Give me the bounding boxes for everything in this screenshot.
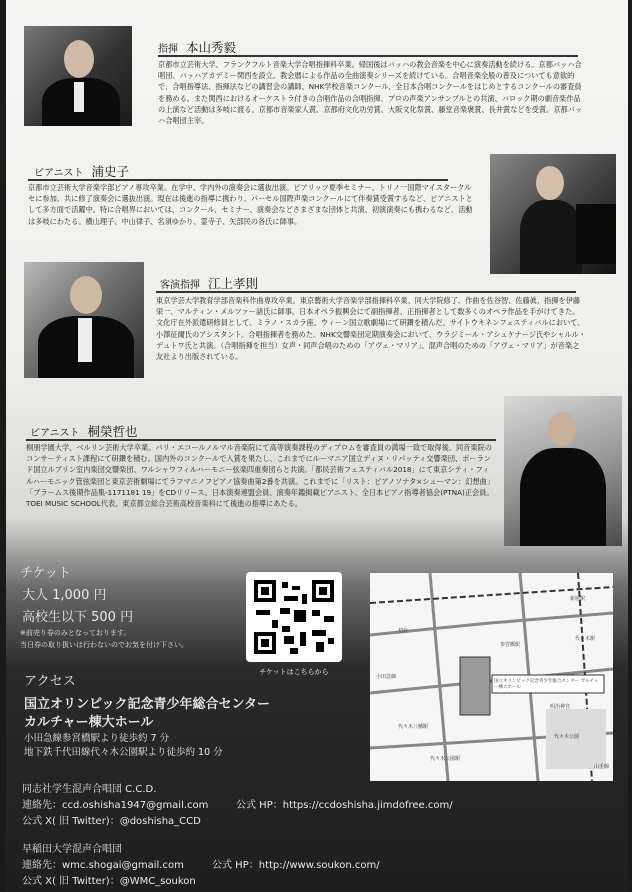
performer-4-name-text: 桐榮哲也 <box>87 424 138 439</box>
performer-3-rule <box>156 291 576 293</box>
contact-2-mail[interactable]: 連絡先：wmc.shogai@gmail.com <box>22 860 184 871</box>
ticket-adult-price: 大人 1,000 円 <box>22 588 107 603</box>
access-route-1: 小田急線参宮橋駅より徒歩約 7 分 <box>24 733 170 744</box>
map-label-yoyogi: 代々木駅 <box>575 636 596 642</box>
access-route-2: 地下鉄千代田線代々木公園駅より徒歩約 10 分 <box>24 747 223 758</box>
map-label-hatsudai: 初台 <box>398 628 409 634</box>
contact-1-homepage[interactable]: 公式 HP：https://ccdoshisha.jimdofree.com/ <box>236 800 453 811</box>
map-label-odakyu-line: 小田急線 <box>376 674 397 680</box>
performer-3-bio: 東京学芸大学教育学部音楽科作曲専攻卒業。東京藝術大学音楽学部指揮科卒業、同大学院修了。作曲を佐谷智、佐藤眞、指揮を伊藤栄一、マルティン・メルツァー諸氏に師事。日本オペラ振興会にて副指揮者、正指揮者として数多くのオペラ作品を手がけてきた。文化庁在外派遣研修員として、ミラノ・スカラ座、ウィーン国立歌劇場にて研鑽を積んだ。サイトウキネンフェスティバルにおいて、小澤征爾氏のアシスタント。合唱指揮者を務めた。NHK交響楽団定期演奏会において、ウラジミール・アシュケナージ氏やシャルル・デュトワ氏と共演。（合唱指揮を担当）女声・同声合唱のための「アヴェ・マリア」、混声合唱のための「アヴェ・マリア」が音楽之友社より出版されている。 <box>156 296 586 362</box>
guest-conductor-egami-photo <box>24 262 144 378</box>
contact-2-x-account[interactable]: 公式 X( 旧 Twitter)：@WMC_soukon <box>22 876 196 887</box>
performer-4-rule <box>26 439 496 441</box>
map-label-shinjuku: 新宿駅 <box>570 596 586 602</box>
performer-3-name-text: 江上孝則 <box>207 276 258 291</box>
performer-1-name-text: 本山秀毅 <box>185 40 236 55</box>
performer-2-role: ピアニスト <box>34 168 84 179</box>
map-venue-label: 国立オリンピック記念青少年総合センター カルチャー棟大ホール <box>494 679 599 690</box>
performer-2-name-text: 浦史子 <box>91 164 129 179</box>
qr-caption: チケットはこちらから <box>259 668 329 676</box>
flyer-sheet <box>6 0 628 892</box>
map-label-sangubashi: 参宮橋駅 <box>500 642 521 648</box>
contact-1-mail[interactable]: 連絡先：ccd.oshisha1947@gmail.com <box>22 800 209 811</box>
map-label-yoyogi-park: 代々木公園 <box>554 734 580 740</box>
performer-2-rule <box>28 179 448 181</box>
performer-1-role: 指揮 <box>158 44 178 55</box>
performer-2-bio: 京都市立芸術大学音楽学部ピアノ専攻卒業。在学中、学内外の演奏会に選抜出演。ピアリッツ夏季セミナー、トリノ一国際マイスタークルセに参加。共に修了演奏会に選抜出演。現在は後進の指導に携わり、パーセル国際声楽コンクールにて伴奏賞受賞するなど、ピアニストとして多方面で活躍中。特に合唱界においては、コンクール、セミナー、演奏会などさまざまな団体と共演、初演演奏にも携わるなど、活動は多岐にわたる。横山理子、中山律子、名須ゆかり、霊寺子、矢部民の各氏に師事。 <box>28 183 473 226</box>
venue-map <box>370 573 613 781</box>
map-road <box>430 573 448 781</box>
contact-1-x-account[interactable]: 公式 X( 旧 Twitter)：@doshisha_CCD <box>22 816 201 827</box>
performer-4-bio: 桐朋学園大学、ベルリン芸術大学卒業。パリ・エコールノルマル音楽院にて高等演奏課程のディプロムを審査員の満場一致で取得後、同音楽院のコンサーティスト課程にて研鑽を積む。国内外のコンクールで入賞を果たし、これまでにルーマニア国立ディヌ・リパッティ交響楽団、ポーランド国立ルブリン室内楽団交響楽団、ワルシャワフィルハーモニー弦楽四重奏団らと共演。「都民芸術フェスティバル2018」にて東京シティ・フィルハーモニック管弦楽団と東京芸術劇場にてラフマニノフピアノ協奏曲第2番を共演。これまでに「リスト：ピアノソナタ×シューマン：幻想曲」「ブラームス後期作品集-1171181 19」をCDリリース。日本演奏連盟会員、演奏年鑑掲載ピアニスト、全日本ピアノ指導者協会(PTNA)正会員。TOEI MUSIC SCHOOL代表。東京都立総合芸術高校音楽科にて後進の指導にあたる。 <box>26 443 495 509</box>
map-label-meiji-jingu: 明治神宮 <box>550 704 571 710</box>
access-heading: アクセス <box>24 674 76 689</box>
performer-4-role: ピアニスト <box>30 428 80 439</box>
ticket-note-1: ※前売り券のみとなっております。 <box>20 629 131 637</box>
performer-1-name <box>158 38 236 56</box>
pianist-kiriei-photo <box>504 396 622 546</box>
contact-1-org: 同志社学生混声合唱団 C.C.D. <box>22 784 157 795</box>
performer-1-rule <box>158 55 578 57</box>
ticket-student-price: 高校生以下 500 円 <box>22 610 134 625</box>
ticket-heading: チケット <box>20 566 71 581</box>
performer-2-name <box>34 162 129 180</box>
pianist-ura-photo <box>490 154 616 274</box>
map-label-yamanote-line: 山手線 <box>594 764 610 770</box>
contact-2-org: 早稲田大学混声合唱団 <box>22 844 122 855</box>
ticket-note-2: 当日券の取り扱いは行わないのでお気を付け下さい。 <box>20 641 188 649</box>
contact-2-homepage[interactable]: 公式 HP：http://www.soukon.com/ <box>212 860 380 871</box>
performer-3-role: 客演指揮 <box>160 280 200 291</box>
venue-name-line-2: カルチャー棟大ホール <box>24 715 154 730</box>
venue-block <box>460 657 490 715</box>
venue-name-line-1: 国立オリンピック記念青少年総合センター <box>24 697 270 712</box>
ticket-qr-code[interactable] <box>246 572 342 662</box>
performer-3-name <box>160 274 258 292</box>
map-label-yoyogihachiman: 代々木八幡駅 <box>398 724 429 730</box>
conductor-motoyama-photo <box>24 26 132 126</box>
map-label-yoyogikoen-station: 代々木公園駅 <box>430 756 461 762</box>
map-roads <box>370 573 613 781</box>
performer-1-bio: 京都市立芸術大学、フランクフルト音楽大学合唱指揮科卒業。帰国後はバッハの教会音楽を中心に演奏活動を続ける。京都バッハ合唱団、バッハアカデミー関西を設立。教会暦による作品の全曲演奏シリーズを続けている。合唱音楽全般の普及についても意欲的で、合唱指導法、指揮法などの講習会の講師、NHK学校音楽コンクール、全日本合唱コンクールをはじめとするコンクールの審査員を務める。また関西におけるオーケストラ付きの合唱作品の合唱指揮、プロの声楽アンサンブルとの共演、バロック期の劇音楽作品の上演など活動は多岐に渡る。京都市音楽家人賞、京都府文化功労賞、大阪文化祭賞、藤堂音楽褒賞、長井賞などを受賞。京都バッハ合唱団主宰。 <box>158 60 583 126</box>
performer-4-name <box>30 422 138 440</box>
